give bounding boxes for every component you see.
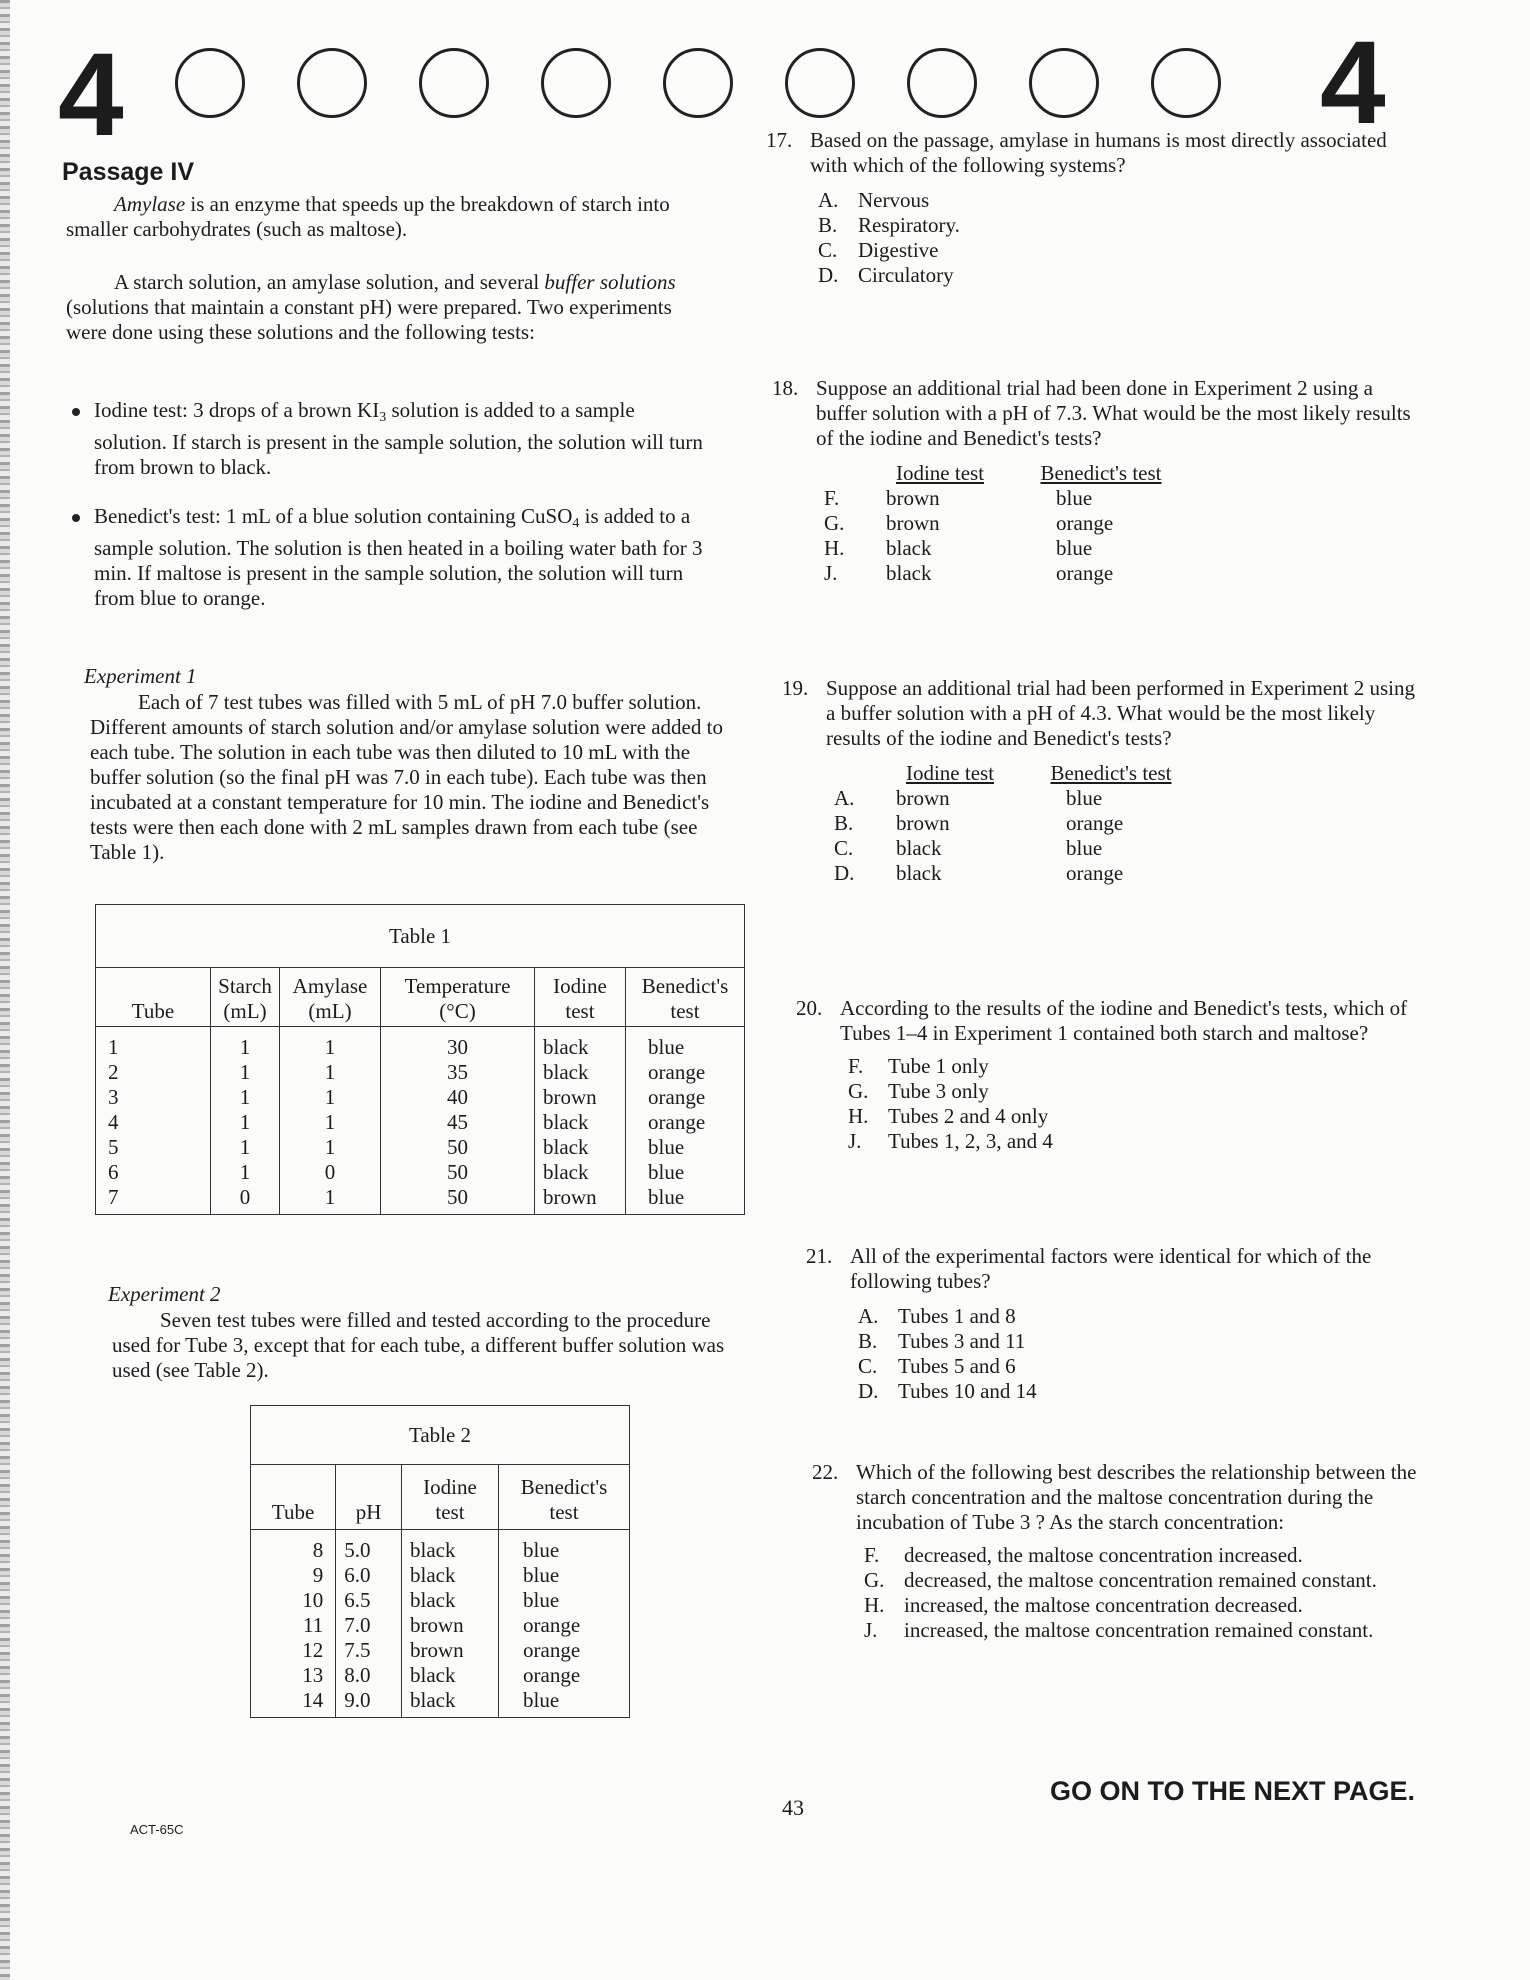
question-number: 22. [812, 1460, 839, 1484]
question-17 [766, 128, 1406, 288]
question-text: According to the results of the iodine and Benedict's tests, which of Tubes 1–4 in Experiment 1 contained both starch and maltose? [840, 996, 1408, 1045]
table1-header-benedict: Benedict's test [626, 968, 745, 1027]
bubble-circle [907, 48, 977, 118]
answer-option-d[interactable]: D. Tubes 10 and 14 [858, 1379, 1037, 1403]
question-text: All of the experimental factors were identical for which of the following tubes? [850, 1244, 1372, 1293]
table1-col-tube: 1 2 3 4 5 6 7 [108, 1035, 119, 1209]
col-header-benedict: Benedict's test [1040, 461, 1162, 485]
bubble-circle [1029, 48, 1099, 118]
answer-option-b[interactable]: B. Respiratory. [818, 213, 960, 237]
question-21 [806, 1244, 1446, 1404]
bullet-benedict-test [72, 504, 712, 611]
question-18 [772, 376, 1412, 586]
question-number: 19. [782, 676, 809, 700]
experiment1-title: Experiment 1 [84, 664, 197, 688]
bullet1-text-b: solution is added to a sample solution. If starch is present in the sample solution, the solution will turn from brown to black. [94, 398, 703, 479]
question-19 [782, 676, 1422, 886]
bullet-iodine-test [72, 398, 712, 480]
question-number: 21. [806, 1244, 833, 1268]
table1-col-starch: 1 1 1 1 1 1 0 [211, 1027, 280, 1215]
table2-col-benedict: blue blue blue orange orange orange blue [499, 1530, 630, 1718]
answer-option-c[interactable]: C. black blue [834, 836, 1103, 860]
table1-caption: Table 1 [96, 905, 745, 968]
bullet-dot [72, 408, 80, 416]
table1-col-temperature: 30 35 40 45 50 50 50 [381, 1027, 535, 1215]
answer-table [834, 761, 1422, 886]
answer-option-f[interactable]: F. Tube 1 only [848, 1054, 989, 1078]
scan-binding-edge [0, 0, 10, 1980]
answer-option-b[interactable]: B. Tubes 3 and 11 [858, 1329, 1026, 1353]
answer-option-h[interactable]: H. increased, the maltose concentration decreased. [864, 1593, 1303, 1617]
table2-header-tube: Tube [251, 1465, 336, 1530]
bullet2-subscript: 4 [572, 516, 580, 531]
bullet1-text-a: Iodine test: 3 drops of a brown KI [94, 398, 380, 422]
table2-col-ph: 5.0 6.0 6.5 7.0 7.5 8.0 9.0 [336, 1530, 402, 1718]
table-row [96, 1027, 745, 1215]
answer-option-f[interactable]: F. brown blue [824, 486, 1093, 510]
bubble-circle [541, 48, 611, 118]
table1-col-amylase: 1 1 1 1 1 0 1 [280, 1027, 381, 1215]
answer-option-j[interactable]: J. black orange [824, 561, 1114, 585]
table1-header-temperature: Temperature (°C) [381, 968, 535, 1027]
bullet1-subscript: 3 [379, 410, 387, 425]
para2-term: buffer solutions [544, 270, 676, 294]
answer-option-a[interactable]: A. Tubes 1 and 8 [858, 1304, 1016, 1328]
table-1 [95, 904, 745, 1215]
bubble-circle [663, 48, 733, 118]
bubble-circle [297, 48, 367, 118]
section-number-left: 4 [58, 29, 124, 161]
table2-header-benedict: Benedict's test [499, 1465, 630, 1530]
answer-option-d[interactable]: D. black orange [834, 861, 1124, 885]
table1-header-starch: Starch (mL) [211, 968, 280, 1027]
answer-option-c[interactable]: C. Digestive [818, 238, 939, 262]
bubble-circle [419, 48, 489, 118]
table1-header-amylase: Amylase (mL) [280, 968, 381, 1027]
question-22 [812, 1460, 1452, 1643]
table-2 [250, 1405, 630, 1718]
table1-col-iodine: black black brown black black black brown [535, 1027, 626, 1215]
question-text: Suppose an additional trial had been done in Experiment 2 using a buffer solution with a pH of 7.3. What would be the most likely results of the iodine and Benedict's tests? [816, 376, 1411, 450]
table-row [251, 1530, 630, 1718]
question-number: 20. [796, 996, 823, 1020]
bubble-circle [785, 48, 855, 118]
section-number-right: 4 [1320, 17, 1386, 149]
answer-option-g[interactable]: G. decreased, the maltose concentration remained constant. [864, 1568, 1377, 1592]
answer-bubbles [175, 48, 1221, 118]
answer-option-f[interactable]: F. decreased, the maltose concentration increased. [864, 1543, 1303, 1567]
intro-term: Amylase [114, 192, 186, 216]
col-header-iodine: Iodine test [895, 461, 985, 485]
bullet2-text-a: Benedict's test: 1 mL of a blue solution containing CuSO [94, 504, 573, 528]
form-code: ACT-65C [130, 1822, 184, 1837]
answer-option-d[interactable]: D. Circulatory [818, 263, 954, 287]
table2-header-iodine: Iodine test [402, 1465, 499, 1530]
table1-header-tube: Tube [96, 968, 211, 1027]
passage-para2 [66, 270, 706, 345]
table2-col-tube: 8 9 10 11 12 13 14 [302, 1538, 324, 1712]
col-header-benedict: Benedict's test [1050, 761, 1172, 785]
para2-text-a: A starch solution, an amylase solution, and several [114, 270, 540, 294]
bullet-dot [72, 514, 80, 522]
answer-option-b[interactable]: B. brown orange [834, 811, 1124, 835]
next-page-notice: GO ON TO THE NEXT PAGE. [1050, 1776, 1416, 1806]
passage-intro [66, 192, 706, 242]
answer-option-h[interactable]: H. Tubes 2 and 4 only [848, 1104, 1049, 1128]
answer-option-g[interactable]: G. Tube 3 only [848, 1079, 989, 1103]
table2-caption: Table 2 [251, 1406, 630, 1465]
answer-option-j[interactable]: J. increased, the maltose concentration remained constant. [864, 1618, 1374, 1642]
experiment2-text: Seven test tubes were filled and tested according to the procedure used for Tube 3, except that for each tube, a different buffer solution was used (see Table 2). [112, 1308, 725, 1382]
answer-option-j[interactable]: J. Tubes 1, 2, 3, and 4 [848, 1129, 1053, 1153]
table2-col-iodine: black black black brown brown black black [402, 1530, 499, 1718]
answer-option-a[interactable]: A. brown blue [834, 786, 1103, 810]
answer-option-h[interactable]: H. black blue [824, 536, 1093, 560]
experiment1-text: Each of 7 test tubes was filled with 5 mL of pH 7.0 buffer solution. Different amounts of starch solution and/or amylase solution were added to each tube. The solution in each tube was then diluted to 10 mL with the buffer solution (so the final pH was 7.0 in each tube). Each tube was then incubated at a constant temperature for 10 min. The iodine and Benedict's tests were then each done with 2 mL samples drawn from each tube (see Table 1). [90, 690, 723, 864]
page-number: 43 [782, 1795, 804, 1820]
question-text: Suppose an additional trial had been performed in Experiment 2 using a buffer solution with a pH of 4.3. What would be the most likely results of the iodine and Benedict's tests? [826, 676, 1416, 750]
question-20 [796, 996, 1436, 1154]
col-header-iodine: Iodine test [905, 761, 995, 785]
question-number: 17. [766, 128, 793, 152]
bubble-circle [1151, 48, 1221, 118]
question-text: Which of the following best describes the relationship between the starch concentration and the maltose concentration during the incubation of Tube 3 ? As the starch concentration: [856, 1460, 1417, 1534]
table1-col-benedict: blue orange orange orange blue blue blue [626, 1027, 745, 1215]
question-number: 18. [772, 376, 799, 400]
table2-header-ph: pH [336, 1465, 402, 1530]
para2-text-b: (solutions that maintain a constant pH) were prepared. Two experiments were done using these solutions and the following tests: [66, 295, 672, 344]
answer-option-c[interactable]: C. Tubes 5 and 6 [858, 1354, 1016, 1378]
question-text: Based on the passage, amylase in humans is most directly associated with which of the following systems? [810, 128, 1387, 177]
intro-text: is an enzyme that speeds up the breakdown of starch into smaller carbohydrates (such as maltose). [66, 192, 670, 241]
answer-table [824, 461, 1412, 586]
table1-header-iodine: Iodine test [535, 968, 626, 1027]
passage-title: Passage IV [62, 158, 195, 186]
answer-option-a[interactable]: A. Nervous [818, 188, 930, 212]
bullet2-text-b: is added to a sample solution. The solution is then heated in a boiling water bath for 3 min. If maltose is present in the sample solution, the solution will turn from blue to orange. [94, 504, 703, 610]
experiment2-title: Experiment 2 [108, 1282, 221, 1306]
bubble-circle [175, 48, 245, 118]
answer-option-g[interactable]: G. brown orange [824, 511, 1114, 535]
